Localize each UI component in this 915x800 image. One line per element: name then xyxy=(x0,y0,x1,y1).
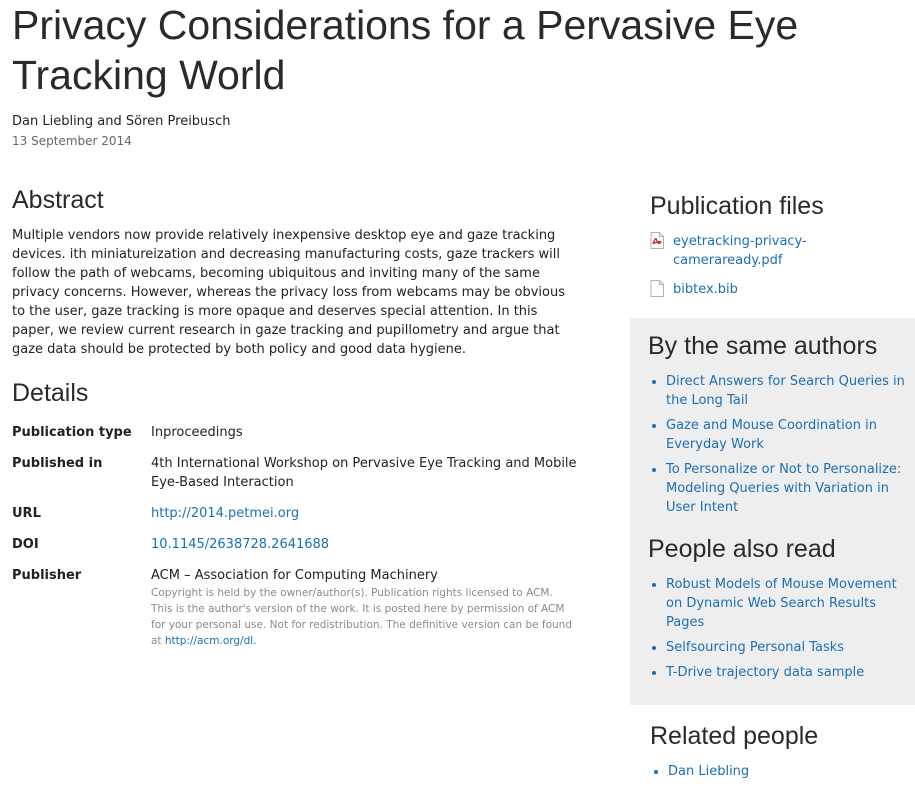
same-authors-heading: By the same authors xyxy=(648,332,878,360)
same-authors-list xyxy=(648,372,910,517)
details-label: URL xyxy=(12,506,41,521)
details-row-publisher xyxy=(12,566,577,661)
copyright-text: Copyright is held by the owner/author(s). Publication rights licensed to ACM. This is the author's version of the work. It is posted here by permission of ACM for your personal use. Not for redistribution. The definitive version can be found at xyxy=(151,587,573,647)
details-label: Publisher xyxy=(12,568,82,583)
list-item xyxy=(666,416,910,454)
recommendations-panel xyxy=(630,318,915,705)
file-link[interactable]: eyetracking-privacy-cameraready.pdf xyxy=(673,234,807,268)
list-item xyxy=(668,762,915,781)
same-authors-link[interactable]: Gaze and Mouse Coordination in Everyday Work xyxy=(666,418,877,452)
list-item xyxy=(666,638,910,657)
details-row-published-in xyxy=(12,454,577,504)
acm-dl-link[interactable]: http://acm.org/dl. xyxy=(164,635,257,647)
details-row-url xyxy=(12,504,577,535)
doi-link[interactable]: 10.1145/2638728.2641688 xyxy=(151,537,330,552)
details-label: Published in xyxy=(12,456,103,471)
same-authors-link[interactable]: To Personalize or Not to Personalize: Modeling Queries with Variation in User Intent xyxy=(666,462,902,515)
details-label: DOI xyxy=(12,537,39,552)
list-item xyxy=(666,460,910,517)
also-read-link[interactable]: T-Drive trajectory data sample xyxy=(666,665,865,680)
file-item-pdf[interactable] xyxy=(650,232,915,270)
document-file-icon xyxy=(650,280,664,297)
page-title: Privacy Considerations for a Pervasive Eye Tracking World xyxy=(12,2,799,98)
list-item xyxy=(666,575,910,632)
url-link[interactable]: http://2014.petmei.org xyxy=(151,506,300,521)
also-read-heading: People also read xyxy=(648,535,836,563)
main-content xyxy=(12,184,577,661)
details-heading: Details xyxy=(12,379,89,407)
details-row-doi xyxy=(12,535,577,566)
details-value: Inproceedings xyxy=(151,425,243,440)
authors: Dan Liebling and Sören Preibusch xyxy=(12,114,231,129)
file-item-bib[interactable] xyxy=(650,280,915,299)
details-row-type xyxy=(12,423,577,454)
list-item xyxy=(666,663,910,682)
also-read-link[interactable]: Selfsourcing Personal Tasks xyxy=(666,640,845,655)
person-link[interactable]: Dan Liebling xyxy=(668,764,750,779)
details-table xyxy=(12,423,577,661)
publication-files-section xyxy=(650,190,915,299)
abstract-heading: Abstract xyxy=(12,186,104,214)
details-value: ACM – Association for Computing Machinery xyxy=(151,568,438,583)
same-authors-link[interactable]: Direct Answers for Search Queries in the Long Tail xyxy=(666,374,905,408)
copyright-notice xyxy=(151,585,577,649)
file-link[interactable]: bibtex.bib xyxy=(673,282,738,297)
details-label: Publication type xyxy=(12,425,132,440)
related-people-section xyxy=(650,720,915,787)
publication-files-heading: Publication files xyxy=(650,192,824,220)
also-read-list xyxy=(648,575,910,682)
related-people-list xyxy=(650,762,915,781)
details-value: 4th International Workshop on Pervasive Eye Tracking and Mobile Eye-Based Interaction xyxy=(151,456,577,490)
related-people-heading: Related people xyxy=(650,722,819,750)
abstract-text: Multiple vendors now provide relatively inexpensive desktop eye and gaze tracking devices. ith miniatureization and decreasing manufacturing costs, gaze trackers will follow the path of webcams, becoming ubiquitous and inviting many of the same privacy concerns. However, whereas the privacy loss from webcams may be obvious to the user, gaze tracking is more opaque and deserves special attention. In this paper, we review current research in gaze tracking and pupillometry and argue that gaze data should be protected by both policy and good data hygiene. xyxy=(12,228,565,357)
publication-date: 13 September 2014 xyxy=(12,134,132,148)
also-read-link[interactable]: Robust Models of Mouse Movement on Dynamic Web Search Results Pages xyxy=(666,577,897,630)
list-item xyxy=(666,372,910,410)
pdf-file-icon xyxy=(650,232,664,249)
